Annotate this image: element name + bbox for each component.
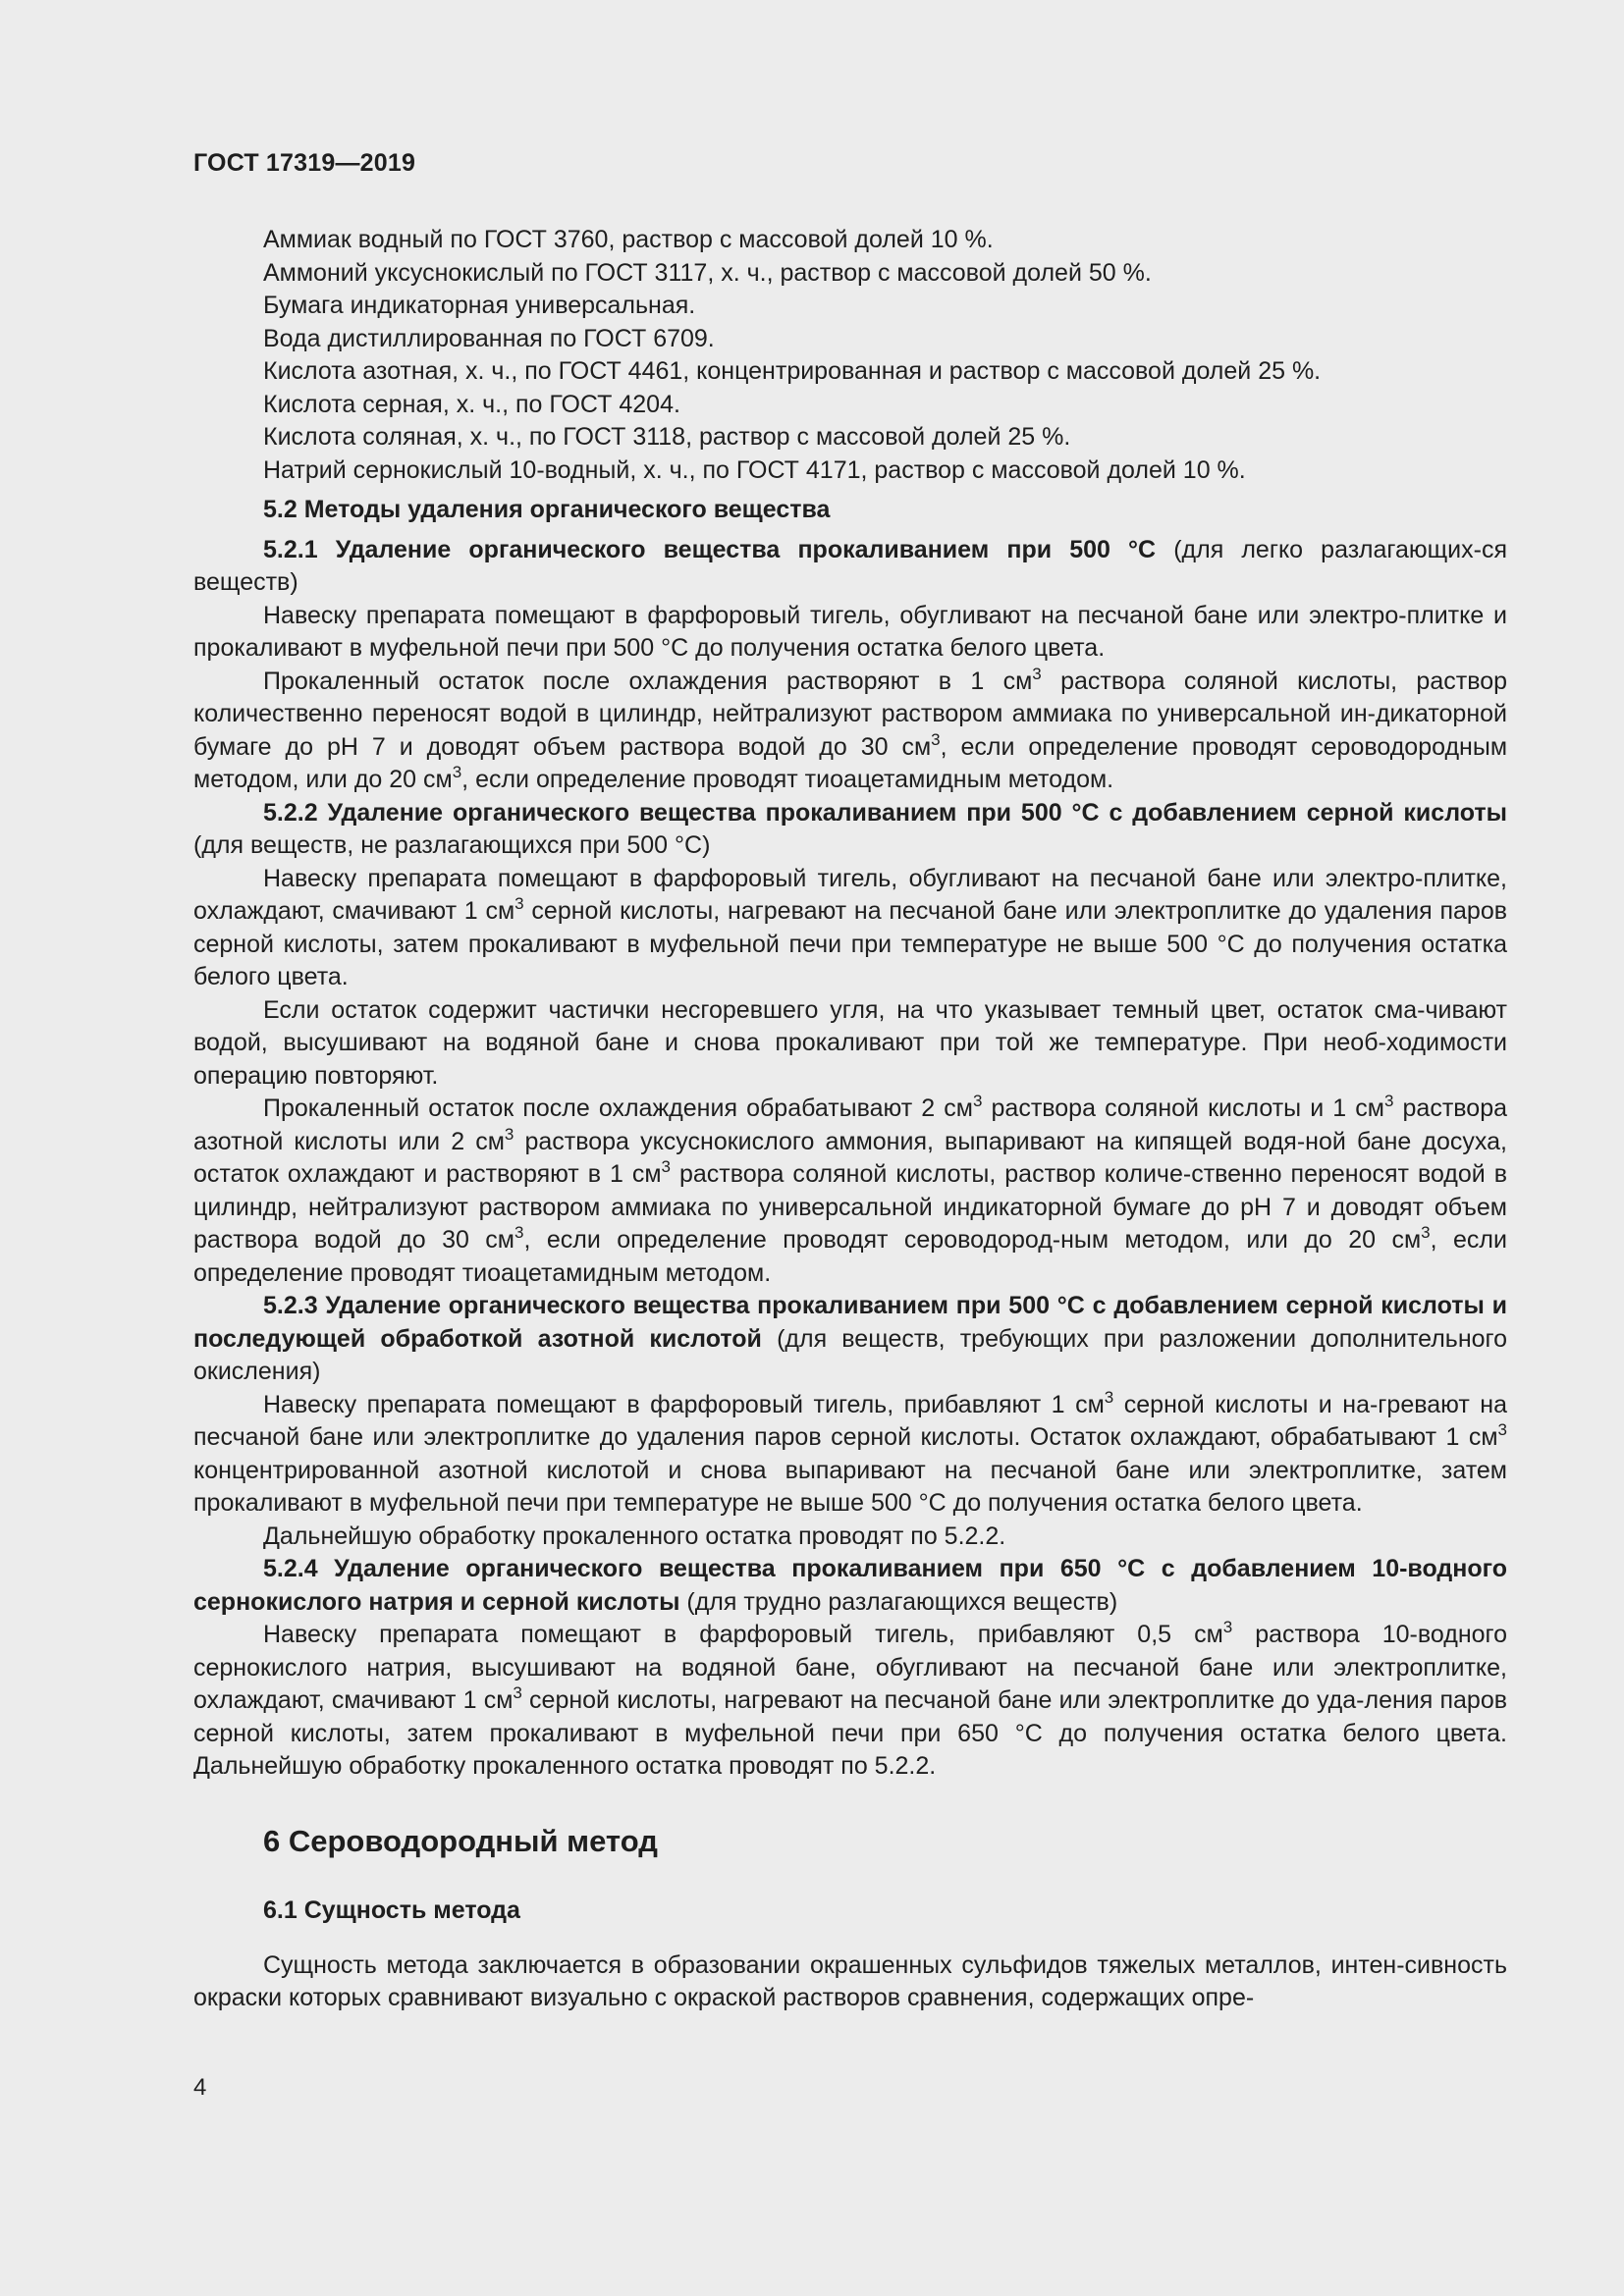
paragraph: Навеску препарата помещают в фарфоровый тигель, прибавляют 1 $см^3$ серной кислоты и на-гревают на песчаной бане или электроплитке до удаления паров серной кислоты. Остаток охлаждают, обрабатывают 1 $см^3$ концентрированной азотной кислотой и снова выпаривают на песчаной бане или электроплитке, затем прокаливают в муфельной печи при температуре не выше 500 °С до получения остатка белого цвета. (193, 1387, 1508, 1517)
reagent-item: Кислота азотная, х. ч., по ГОСТ 4461, концентрированная и раствор с массовой долей 25 %. (263, 357, 1322, 385)
section-5-2-2-heading (193, 797, 1507, 863)
reagent-item: Натрий сернокислый 10-водный, х. ч., по ГОСТ 4171, раствор с массовой долей 10 %. (263, 455, 1246, 484)
document-code-header: ГОСТ 17319—2019 (193, 149, 416, 177)
paragraph: Сущность метода заключается в образовании окрашенных сульфидов тяжелых металлов, интен-сивность окраски которых сравнивают визуально с окраской растворов сравнения, содержащих опре- (193, 1950, 1507, 2011)
paragraph: Навеску препарата помещают в фарфоровый тигель, прибавляют 0,5 $см^3$ раствора 10-водного сернокислого натрия, высушивают на водяной бане, обугливают на песчаной бане или электроплитке, охлаждают, смачивают 1 $см^3$ серной кислоты, нагревают на песчаной бане или электроплитке до уда-ления паров серной кислоты, затем прокаливают в муфельной печи при 650 °С до получения остатка белого цвета. Дальнейшую обработку прокаленного остатка проводят по 5.2.2. (193, 1618, 1508, 1780)
section-5-2-3-heading (193, 1290, 1507, 1389)
heading-bold: 5.2.2 Удаление органического вещества прокаливанием при 500 °С с добавлением серной кислоты (263, 798, 1507, 827)
paragraph: Навеску препарата помещают в фарфоровый тигель, обугливают на песчаной бане или электро-плитке и прокаливают в муфельной печи при 500 °С до получения остатка белого цвета. (193, 601, 1507, 662)
page-number: 4 (193, 2074, 207, 2101)
section-5-2-4-heading (193, 1553, 1507, 1619)
heading-remark: (для веществ, не разлагающихся при 500 °С) (193, 831, 711, 859)
reagent-item: Кислота соляная, х. ч., по ГОСТ 3118, раствор с массовой долей 25 %. (263, 423, 1071, 451)
section-6-heading: 6 Сероводородный метод (263, 1823, 658, 1858)
heading-bold: 5.2.4 Удаление органического вещества прокаливанием при 650 °С с добавлением 10-водного сернокислого натрия и серной кислоты (193, 1555, 1507, 1616)
heading-bold: 5.2.1 Удаление органического вещества прокаливанием при 500 °С (263, 535, 1157, 563)
reagent-item: Вода дистиллированная по ГОСТ 6709. (263, 324, 715, 352)
heading-remark: (для веществ, требующих при разложении дополнительного окисления) (193, 1324, 1507, 1385)
paragraph: Дальнейшую обработку прокаленного остатка проводят по 5.2.2. (263, 1522, 1006, 1550)
heading-remark: (для трудно разлагающихся веществ) (679, 1587, 1118, 1616)
reagent-item: Кислота серная, х. ч., по ГОСТ 4204. (263, 390, 680, 418)
heading-remark: (для легко разлагающих-ся веществ) (193, 535, 1507, 596)
heading-bold: 5.2.3 Удаление органического вещества прокаливанием при 500 °С с добавлением серной кислоты и последующей обработкой азотной кислотой (193, 1292, 1507, 1353)
reagent-item: Бумага индикаторная универсальная. (263, 292, 696, 319)
reagent-item: Аммиак водный по ГОСТ 3760, раствор с массовой долей 10 %. (263, 226, 994, 253)
section-6-1-heading: 6.1 Сущность метода (263, 1896, 520, 1924)
reagent-item: Аммоний уксуснокислый по ГОСТ 3117, х. ч., раствор с массовой долей 50 %. (263, 258, 1152, 287)
paragraph: Прокаленный остаток после охлаждения обрабатывают 2 $см^3$ раствора соляной кислоты и 1 $см^3$ раствора азотной кислоты или 2 $см^3$ раствора уксуснокислого аммония, выпаривают на кипящей водя-ной бане досуха, остаток охлаждают и растворяют в 1 $см^3$ раствора соляной кислоты, раствор количе-ственно переносят водой в цилиндр, нейтрализуют раствором аммиака по универсальной индикаторной бумаге до рН 7 и доводят объем раствора водой до 30 $см^3$, если определение проводят сероводород-ным методом, или до 20 $см^3$, если определение проводят тиоацетамидным методом. (193, 1092, 1508, 1287)
section-5-2-heading: 5.2 Методы удаления органического вещества (263, 496, 831, 523)
reagent-list (193, 224, 1507, 487)
paragraph: Прокаленный остаток после охлаждения растворяют в 1 $см^3$ раствора соляной кислоты, раствор количественно переносят водой в цилиндр, нейтрализуют раствором аммиака по универсальной ин-дикаторной бумаге до рН 7 и доводят объем раствора водой до 30 $см^3$, если определение проводят сероводородным методом, или до 20 $см^3$, если определение проводят тиоацетамидным методом. (193, 664, 1508, 793)
paragraph: Навеску препарата помещают в фарфоровый тигель, обугливают на песчаной бане или электро-плитке, охлаждают, смачивают 1 $см^3$ серной кислоты, нагревают на песчаной бане или электроплитке до удаления паров серной кислоты, затем прокаливают в муфельной печи при температуре не выше 500 °С до получения остатка белого цвета. (193, 864, 1507, 990)
section-5-2-1-heading (193, 534, 1507, 600)
paragraph: Если остаток содержит частички несгоревшего угля, на что указывает темный цвет, остаток сма-чивают водой, высушивают на водяной бане и снова прокаливают при той же температуре. При необ-ходимости операцию повторяют. (193, 995, 1507, 1090)
page-body (193, 224, 1507, 2015)
